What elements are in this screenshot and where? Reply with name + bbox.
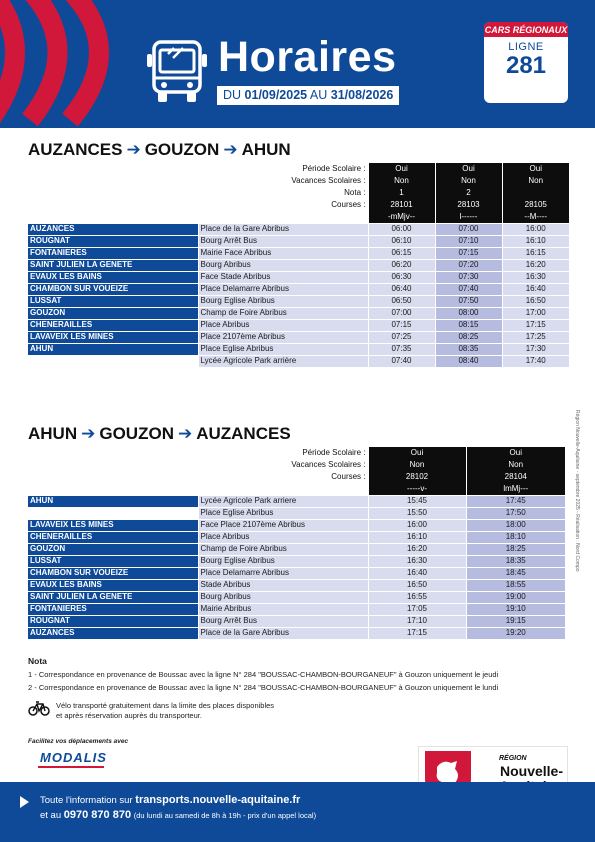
header-spacer: [28, 175, 198, 187]
time-cell: 07:10: [435, 235, 502, 247]
table-row: [28, 519, 565, 531]
stop-place: Bourg Abribus: [198, 259, 368, 271]
days-cell: lmMj---: [466, 483, 565, 495]
footer-phone-line: et au 0970 870 870 (du lundi au samedi de 8h à 19h - prix d'un appel local): [40, 809, 317, 821]
time-cell: 15:50: [368, 507, 466, 519]
header-cell: [502, 187, 569, 199]
header-cell: Oui: [502, 163, 569, 175]
header-cell: Oui: [466, 447, 565, 459]
time-cell: 07:35: [368, 343, 435, 355]
time-cell: 06:20: [368, 259, 435, 271]
time-cell: 17:10: [368, 615, 466, 627]
note-2: 2 - Correspondance en provenance de Boussac avec la ligne N° 284 "BOUSSAC-CHAMBON-BOURGANEUF" à Gouzon uniquement le lundi: [28, 683, 499, 692]
table-row: [28, 271, 569, 283]
time-cell: 08:40: [435, 355, 502, 367]
header-spacer: [28, 187, 198, 199]
stop-place: Place Eglise Abribus: [198, 507, 368, 519]
time-cell: 16:20: [502, 259, 569, 271]
days-cell: -mMjv--: [368, 211, 435, 223]
stop-name: CHAMBON SUR VOUEIZE: [28, 567, 198, 579]
table-row: [28, 543, 565, 555]
arrow-right-icon: ➔: [81, 424, 96, 443]
time-cell: 07:00: [368, 307, 435, 319]
days-spacer: [28, 211, 198, 223]
table-row: [28, 295, 569, 307]
stop-name: EVAUX LES BAINS: [28, 579, 198, 591]
badge-network: CARS RÉGIONAUX: [484, 22, 568, 37]
stop-name: EVAUX LES BAINS: [28, 271, 198, 283]
header-cell: 28103: [435, 199, 502, 211]
time-cell: 06:15: [368, 247, 435, 259]
table-row: [28, 531, 565, 543]
stop-name: [28, 355, 198, 367]
header-cell: 28101: [368, 199, 435, 211]
stop-place: Lycée Agricole Park arriere: [198, 495, 368, 507]
stop-place: Place 2107ème Abribus: [198, 331, 368, 343]
stop-name: SAINT JULIEN LA GENETE: [28, 591, 198, 603]
modalis-tagline: Facilitez vos déplacements avec: [28, 738, 129, 745]
header-label: Vacances Scolaires :: [291, 460, 366, 469]
stop-name: AHUN: [28, 343, 198, 355]
table-row: [28, 603, 565, 615]
header-label: Nota :: [344, 188, 366, 197]
header-cell: 28105: [502, 199, 569, 211]
bus-icon: [146, 38, 208, 106]
time-cell: 17:50: [466, 507, 565, 519]
stop-place: Mairie Abribus: [198, 603, 368, 615]
time-cell: 16:10: [368, 531, 466, 543]
header-spacer: [28, 471, 198, 483]
time-cell: 17:05: [368, 603, 466, 615]
header-spacer: [28, 459, 198, 471]
time-cell: 17:30: [502, 343, 569, 355]
time-cell: 18:35: [466, 555, 565, 567]
stop-place: Face Place 2107ème Abribus: [198, 519, 368, 531]
header-row: [28, 175, 569, 187]
section2-title: AHUN ➔ GOUZON ➔ AUZANCES: [28, 424, 291, 443]
time-cell: 06:50: [368, 295, 435, 307]
table-row: [28, 579, 565, 591]
footer-phone-number[interactable]: 0970 870 870: [63, 809, 132, 821]
table-row: [28, 555, 565, 567]
time-cell: 16:00: [502, 223, 569, 235]
stop-name: CHENERAILLES: [28, 319, 198, 331]
time-cell: 16:30: [502, 271, 569, 283]
table-row: [28, 355, 569, 367]
time-cell: 08:25: [435, 331, 502, 343]
time-cell: 08:15: [435, 319, 502, 331]
time-cell: 07:00: [435, 223, 502, 235]
timetable-outbound: [28, 163, 569, 367]
time-cell: 07:30: [435, 271, 502, 283]
table-row: [28, 627, 565, 639]
header-cell: Non: [368, 175, 435, 187]
time-cell: 07:40: [368, 355, 435, 367]
table-row: [28, 615, 565, 627]
arrow-right-icon: ➔: [177, 424, 193, 443]
days-row: [28, 211, 569, 223]
stop-place: Place de la Gare Abribus: [198, 627, 368, 639]
arrow-right-icon: ➔: [223, 140, 238, 159]
header-cell: Non: [502, 175, 569, 187]
time-cell: 17:45: [466, 495, 565, 507]
header-label: Courses :: [331, 472, 366, 481]
timetable-return: [28, 447, 565, 639]
table-row: [28, 343, 569, 355]
stop-place: Bourg Eglise Abribus: [198, 555, 368, 567]
days-spacer: [198, 211, 368, 223]
header-cell: Non: [435, 175, 502, 187]
header-cell: Oui: [368, 447, 466, 459]
stop-place: Bourg Arrêt Bus: [198, 235, 368, 247]
time-cell: 08:35: [435, 343, 502, 355]
stop-name: AUZANCES: [28, 223, 198, 235]
days-cell: --M----: [502, 211, 569, 223]
badge-ligne-label: LIGNE: [508, 41, 544, 53]
header-spacer: [28, 163, 198, 175]
time-cell: 16:40: [502, 283, 569, 295]
modalis-underline: [38, 766, 104, 768]
region-label: RÉGION: [499, 755, 527, 762]
header-label: Vacances Scolaires :: [291, 176, 366, 185]
stop-place: Place Abribus: [198, 319, 368, 331]
days-cell: l------: [435, 211, 502, 223]
time-cell: 07:20: [435, 259, 502, 271]
stop-name: SAINT JULIEN LA GENETE: [28, 259, 198, 271]
credits-vertical: Région Nouvelle-Aquitaine - septembre 2025 - Réalisation : Nord Compo: [574, 410, 580, 572]
decorative-arcs: [0, 0, 140, 128]
time-cell: 06:40: [368, 283, 435, 295]
stop-name: ROUGNAT: [28, 235, 198, 247]
header-banner: [0, 0, 595, 128]
header-cell: Oui: [368, 163, 435, 175]
header-row: [28, 447, 565, 459]
time-cell: 18:45: [466, 567, 565, 579]
days-spacer: [28, 483, 198, 495]
time-cell: 16:30: [368, 555, 466, 567]
footer-info-line: Toute l'information sur transports.nouvelle-aquitaine.fr: [40, 794, 301, 806]
time-cell: 19:15: [466, 615, 565, 627]
time-cell: 17:00: [502, 307, 569, 319]
stop-place: Champ de Foire Abribus: [198, 543, 368, 555]
stop-name: FONTANIERES: [28, 247, 198, 259]
header-label: Courses :: [331, 200, 366, 209]
modalis-logo: MODALIS: [40, 750, 107, 765]
time-cell: 08:00: [435, 307, 502, 319]
validity-dates: DU 01/09/2025 AU 31/08/2026: [217, 86, 399, 105]
table-row: [28, 235, 569, 247]
time-cell: 19:20: [466, 627, 565, 639]
footer-website-link[interactable]: transports.nouvelle-aquitaine.fr: [135, 794, 301, 806]
header-cell: 28104: [466, 471, 565, 483]
notes-title: Nota: [28, 656, 47, 666]
stop-place: Place de la Gare Abribus: [198, 223, 368, 235]
badge-line-number: 281: [505, 52, 547, 79]
time-cell: 17:25: [502, 331, 569, 343]
days-cell: -----v-: [368, 483, 466, 495]
stop-place: Place Delamarre Abribus: [198, 283, 368, 295]
section1-title: AUZANCES ➔ GOUZON ➔ AHUN: [28, 140, 291, 159]
table-row: [28, 307, 569, 319]
time-cell: 16:40: [368, 567, 466, 579]
time-cell: 07:15: [368, 319, 435, 331]
time-cell: 16:50: [368, 579, 466, 591]
bicycle-icon: [28, 700, 50, 716]
time-cell: 16:00: [368, 519, 466, 531]
time-cell: 18:25: [466, 543, 565, 555]
time-cell: 16:10: [502, 235, 569, 247]
time-cell: 07:40: [435, 283, 502, 295]
header-label: Période Scolaire :: [302, 164, 366, 173]
time-cell: 16:15: [502, 247, 569, 259]
stop-place: Place Abribus: [198, 531, 368, 543]
header-row: [28, 199, 569, 211]
stop-name: LUSSAT: [28, 555, 198, 567]
table-row: [28, 319, 569, 331]
stop-name: AUZANCES: [28, 627, 198, 639]
time-cell: 16:50: [502, 295, 569, 307]
time-cell: 16:20: [368, 543, 466, 555]
header-row: [28, 471, 565, 483]
table-row: [28, 331, 569, 343]
time-cell: 06:30: [368, 271, 435, 283]
stop-place: Place Delamarre Abribus: [198, 567, 368, 579]
header-cell: Oui: [435, 163, 502, 175]
stop-place: Champ de Foire Abribus: [198, 307, 368, 319]
table-row: [28, 247, 569, 259]
time-cell: 06:10: [368, 235, 435, 247]
stop-place: Place Eglise Abribus: [198, 343, 368, 355]
time-cell: 18:55: [466, 579, 565, 591]
time-cell: 19:00: [466, 591, 565, 603]
header-cell: 2: [435, 187, 502, 199]
table-row: [28, 567, 565, 579]
stop-place: Bourg Abribus: [198, 591, 368, 603]
stop-name: CHAMBON SUR VOUEIZE: [28, 283, 198, 295]
footer-banner: [0, 782, 595, 842]
time-cell: 07:50: [435, 295, 502, 307]
time-cell: 15:45: [368, 495, 466, 507]
stop-name: LAVAVEIX LES MINES: [28, 331, 198, 343]
time-cell: 07:25: [368, 331, 435, 343]
line-badge: [484, 22, 568, 103]
stop-name: CHENERAILLES: [28, 531, 198, 543]
header-cell: Non: [368, 459, 466, 471]
header-spacer: [28, 199, 198, 211]
header-cell: 1: [368, 187, 435, 199]
days-spacer: [198, 483, 368, 495]
table-row: [28, 495, 565, 507]
stop-place: Stade Abribus: [198, 579, 368, 591]
stop-name: LAVAVEIX LES MINES: [28, 519, 198, 531]
stop-place: Bourg Eglise Abribus: [198, 295, 368, 307]
time-cell: 17:15: [502, 319, 569, 331]
header-cell: Non: [466, 459, 565, 471]
time-cell: 07:15: [435, 247, 502, 259]
stop-name: [28, 507, 198, 519]
header-label: Période Scolaire :: [302, 448, 366, 457]
header-spacer: [28, 447, 198, 459]
time-cell: 16:55: [368, 591, 466, 603]
time-cell: 06:00: [368, 223, 435, 235]
stop-name: FONTANIERES: [28, 603, 198, 615]
days-row: [28, 483, 565, 495]
table-row: [28, 507, 565, 519]
table-row: [28, 259, 569, 271]
table-row: [28, 223, 569, 235]
region-name: Nouvelle-: [499, 763, 563, 779]
stop-name: GOUZON: [28, 543, 198, 555]
time-cell: 17:15: [368, 627, 466, 639]
arrow-right-icon: [20, 796, 29, 808]
bike-info: Vélo transporté gratuitement dans la limite des places disponibles et après réservation auprès du transporteur.: [56, 701, 275, 720]
time-cell: 17:40: [502, 355, 569, 367]
table-row: [28, 591, 565, 603]
time-cell: 18:00: [466, 519, 565, 531]
stop-place: Face Stade Abribus: [198, 271, 368, 283]
header-row: [28, 187, 569, 199]
page-title: Horaires: [218, 33, 397, 81]
stop-name: LUSSAT: [28, 295, 198, 307]
stop-name: AHUN: [28, 495, 198, 507]
stop-name: GOUZON: [28, 307, 198, 319]
header-cell: 28102: [368, 471, 466, 483]
header-row: [28, 459, 565, 471]
stop-place: Lycée Agricole Park arrière: [198, 355, 368, 367]
table-row: [28, 283, 569, 295]
stop-place: Bourg Arrêt Bus: [198, 615, 368, 627]
stop-name: ROUGNAT: [28, 615, 198, 627]
note-1: 1 - Correspondance en provenance de Boussac avec la ligne N° 284 "BOUSSAC-CHAMBON-BOURGANEUF" à Gouzon uniquement le jeudi: [28, 670, 499, 679]
stop-place: Mairie Face Abribus: [198, 247, 368, 259]
arrow-right-icon: ➔: [126, 140, 141, 159]
time-cell: 18:10: [466, 531, 565, 543]
header-row: [28, 163, 569, 175]
time-cell: 19:10: [466, 603, 565, 615]
